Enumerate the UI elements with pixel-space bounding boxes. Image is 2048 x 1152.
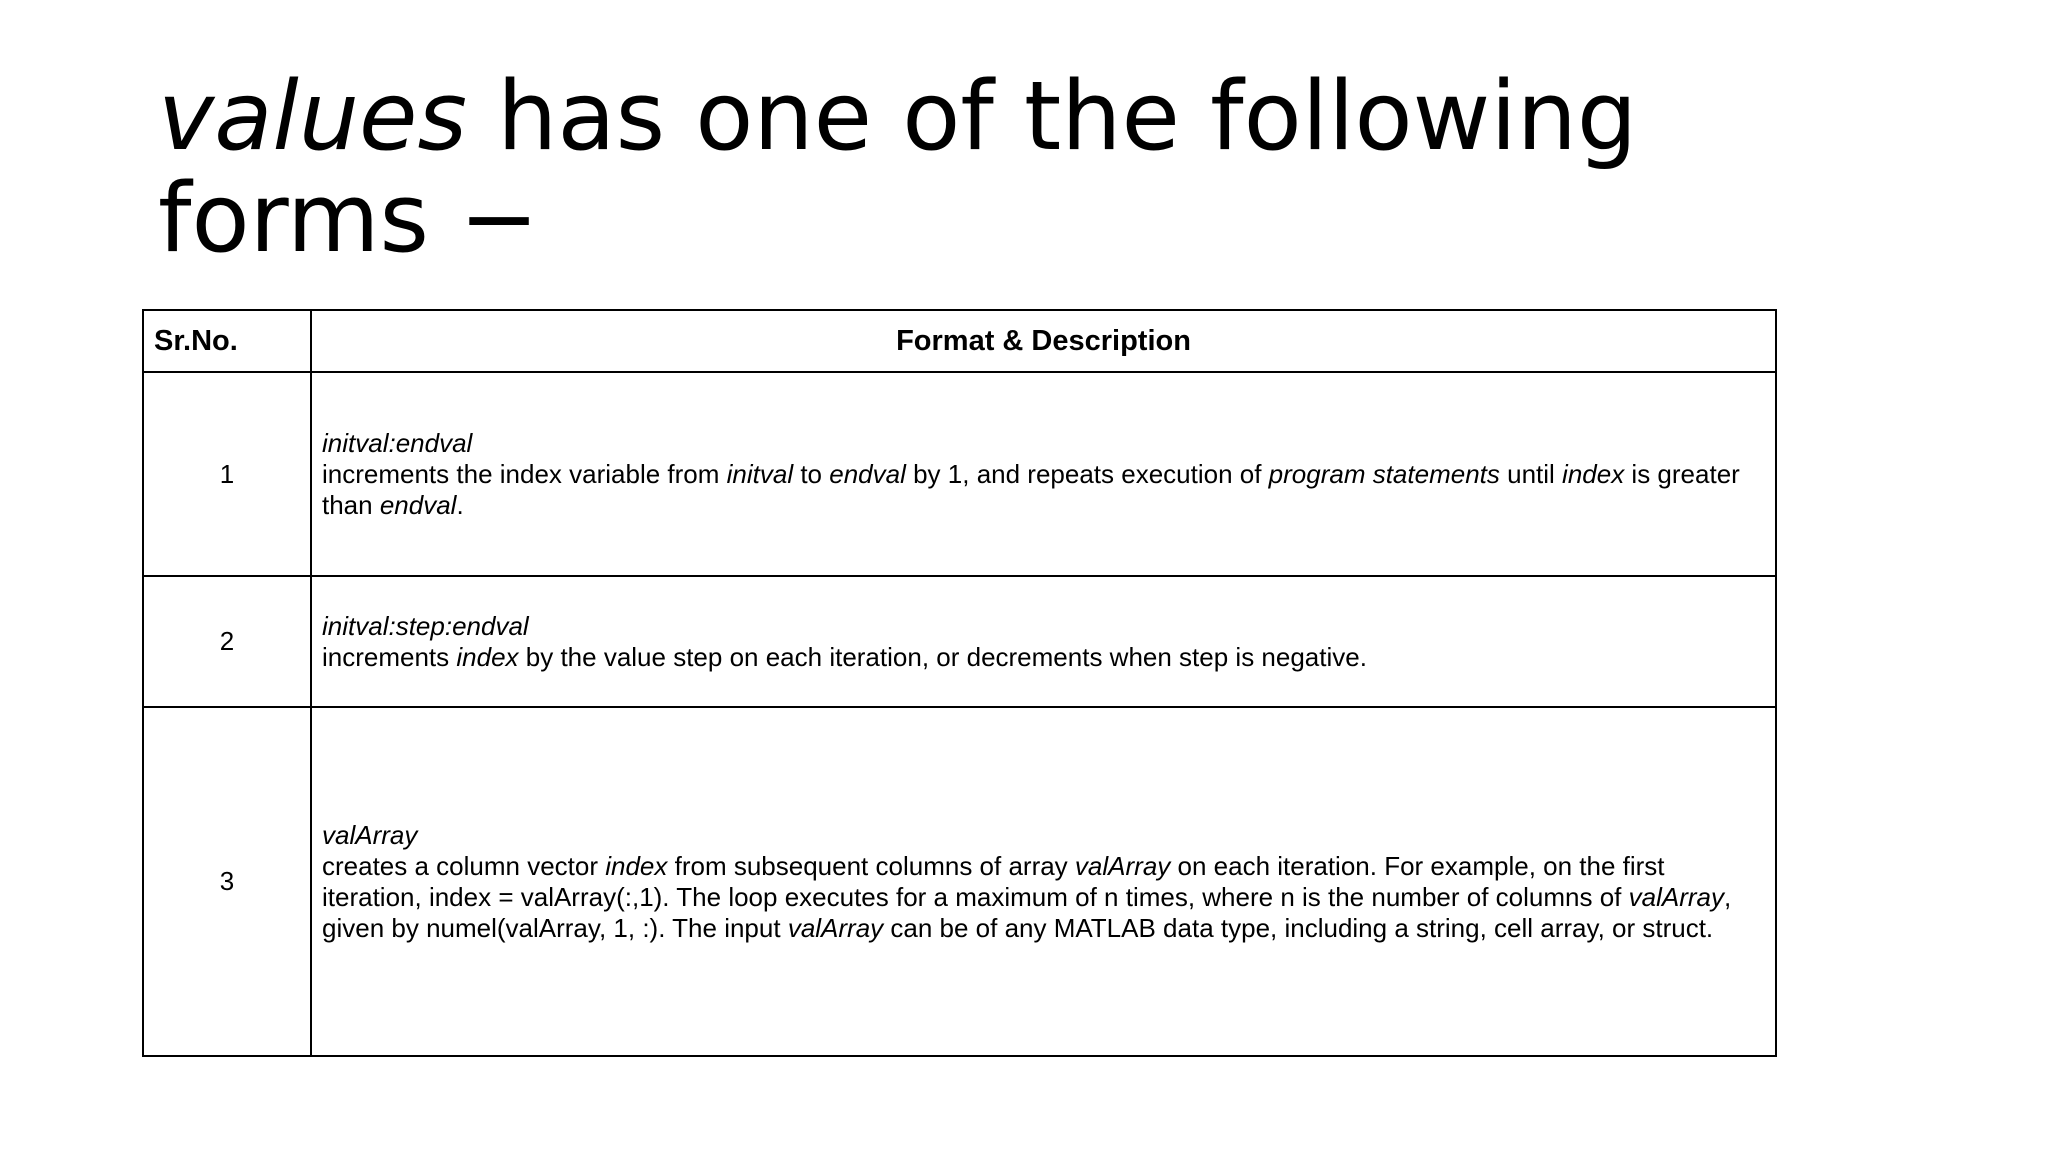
table-header-row (143, 310, 1776, 372)
format-syntax: valArray (322, 819, 418, 850)
format-description (322, 642, 1367, 672)
header-srno: Sr.No. (143, 310, 311, 372)
description-text: increments (322, 641, 457, 672)
description-emphasis: valArray (1074, 850, 1171, 881)
header-format-description: Format & Description (311, 310, 1776, 372)
row-number: 3 (143, 707, 311, 1056)
description-emphasis: index (605, 850, 668, 881)
row-content (311, 372, 1776, 576)
format-description (322, 459, 1740, 520)
description-text: can be of any MATLAB data type, including a string, cell array, or struct. (883, 912, 1714, 943)
description-text: by the value step on each iteration, or decrements when step is negative. (518, 641, 1367, 672)
description-emphasis: program statements (1268, 458, 1500, 489)
format-description (322, 851, 1731, 943)
description-text: on each iteration. For example, on the first iteration, index = valArray(:,1). The loop executes for a maximum of n times, where n is the number of columns of (322, 850, 1665, 912)
description-emphasis: index (456, 641, 519, 672)
row-content (311, 576, 1776, 707)
description-text: increments the index variable from (322, 458, 727, 489)
description-text: , given by numel(valArray, 1, :). The input (322, 881, 1732, 943)
table-row (143, 707, 1776, 1056)
format-syntax: initval:step:endval (322, 610, 529, 641)
format-syntax: initval:endval (322, 427, 473, 458)
description-emphasis: valArray (787, 912, 884, 943)
description-emphasis: endval (829, 458, 906, 489)
description-text: creates a column vector (322, 850, 606, 881)
row-number: 1 (143, 372, 311, 576)
description-text: . (456, 489, 464, 520)
title-italic-word: values (158, 62, 467, 172)
slide-title (158, 62, 1758, 274)
description-emphasis: initval (726, 458, 794, 489)
row-content (311, 707, 1776, 1056)
description-text: from subsequent columns of array (667, 850, 1075, 881)
description-emphasis: index (1562, 458, 1625, 489)
description-text: by 1, and repeats execution of (905, 458, 1269, 489)
description-text: is greater than (322, 458, 1740, 520)
description-text: to (793, 458, 830, 489)
description-emphasis: endval (379, 489, 457, 520)
title-rest: has one of the following forms − (158, 62, 1638, 274)
forms-table (142, 309, 1777, 1057)
table-row (143, 576, 1776, 707)
description-emphasis: valArray (1628, 881, 1724, 912)
table-row (143, 372, 1776, 576)
description-text: until (1499, 458, 1563, 489)
row-number: 2 (143, 576, 311, 707)
